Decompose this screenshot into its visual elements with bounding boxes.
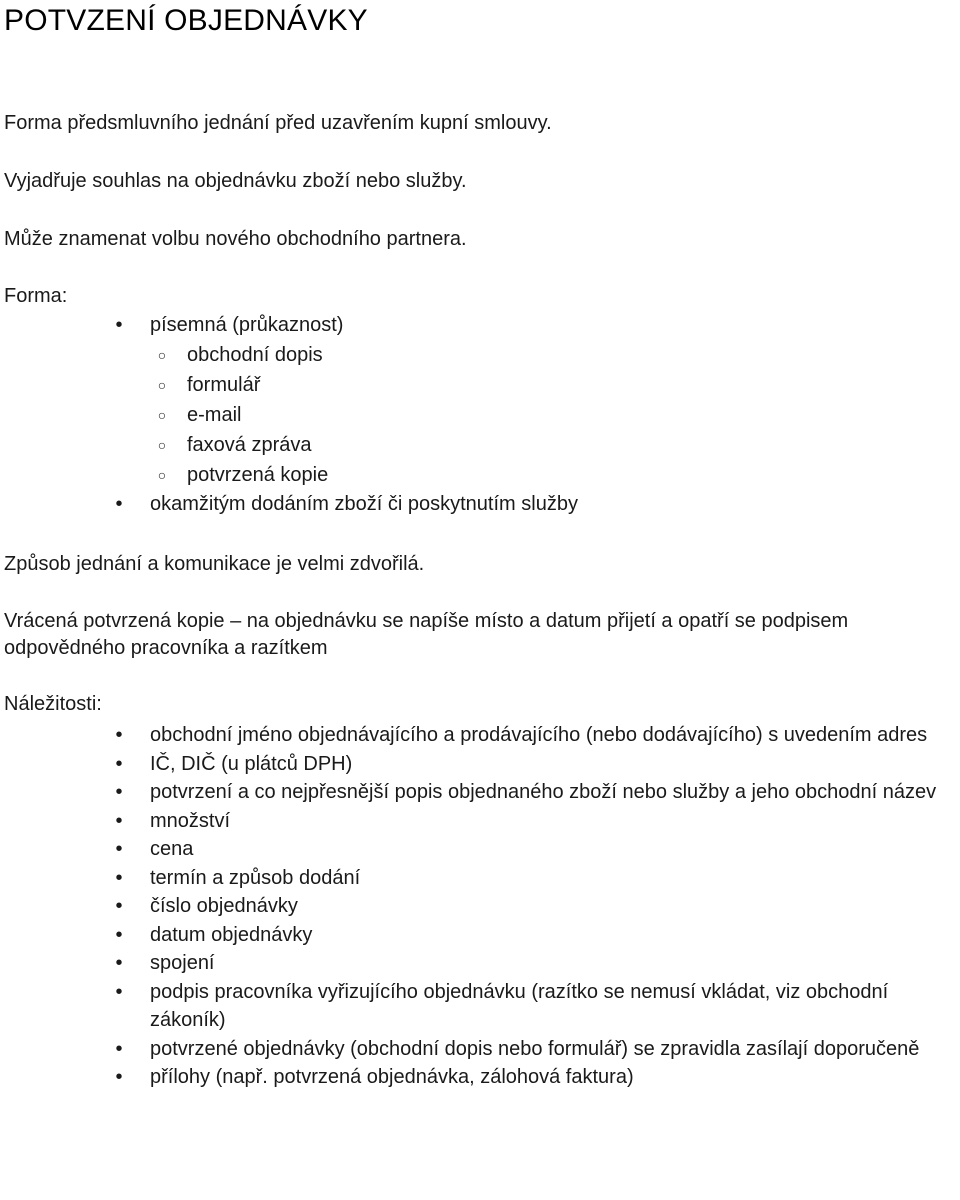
list-item	[0, 949, 950, 978]
circle-bullet-icon: ○	[157, 346, 167, 363]
circle-bullet-icon: ○	[157, 436, 167, 453]
list-item-text: množství	[150, 809, 231, 832]
list-item-text: obchodní jméno objednávajícího a prodávajícího (nebo dodávajícího) s uvedením adres	[150, 724, 928, 746]
bullet-icon: •	[115, 838, 123, 860]
list-item-text: cena	[150, 838, 194, 860]
bullet-icon: •	[115, 923, 123, 946]
bullet-icon: •	[115, 314, 123, 336]
list-item-text: okamžitým dodáním zboží či poskytnutím služby	[150, 492, 578, 515]
list-item-text: podpis pracovníka vyřizujícího objednávku (razítko se nemusí vkládat, viz obchodní zákoník)	[150, 980, 889, 1031]
list-item	[0, 921, 950, 950]
bullet-icon: •	[115, 809, 123, 832]
bullet-icon: •	[115, 1066, 123, 1088]
list-item-text: termín a způsob dodání	[150, 866, 361, 889]
bullet-icon: •	[115, 895, 123, 917]
list-item-text: faxová zpráva	[187, 433, 312, 456]
list-item-text: e-mail	[187, 403, 242, 426]
intro-line-2: Vyjadřuje souhlas na objednávku zboží nebo služby.	[4, 170, 467, 192]
bullet-icon: •	[115, 724, 123, 746]
list-item	[0, 400, 947, 430]
list-item-text: číslo objednávky	[150, 895, 298, 917]
list-item	[0, 892, 950, 921]
bullet-icon: •	[115, 866, 123, 889]
circle-bullet-icon: ○	[157, 376, 167, 393]
vracena-text: Vrácená potvrzená kopie – na objednávku se napíše místo a datum přijetí a opatří se podpisem odpovědného pracovníka a razítkem	[4, 610, 849, 659]
circle-bullet-icon: ○	[157, 406, 167, 423]
list-item	[0, 460, 947, 490]
list-item	[0, 750, 950, 779]
intro-line-1: Forma předsmluvního jednání před uzavřením kupní smlouvy.	[4, 112, 552, 134]
list-item-text: formulář	[187, 373, 261, 396]
nalezitosti-list	[0, 721, 960, 1092]
list-item	[0, 340, 947, 370]
list-item	[0, 370, 947, 400]
bullet-icon: •	[115, 952, 123, 974]
list-item-text: datum objednávky	[150, 923, 313, 946]
nalezitosti-label: Náležitosti:	[4, 693, 102, 715]
list-item-text: IČ, DIČ (u plátců DPH)	[150, 752, 353, 775]
page-title: POTVZENÍ OBJEDNÁVKY	[4, 4, 368, 37]
list-item-text: písemná (průkaznost)	[150, 314, 344, 336]
bullet-icon: •	[115, 980, 123, 1003]
zpusob-text: Způsob jednání a komunikace je velmi zdvořilá.	[4, 553, 425, 575]
bullet-icon: •	[115, 492, 123, 515]
list-item	[0, 311, 950, 340]
bullet-icon: •	[115, 1037, 123, 1060]
forma-label: Forma:	[4, 285, 68, 307]
list-item-text: potvrzená kopie	[187, 463, 329, 486]
list-item	[0, 864, 950, 893]
list-item-text: přílohy (např. potvrzená objednávka, zálohová faktura)	[150, 1066, 634, 1088]
circle-bullet-icon: ○	[157, 466, 167, 483]
bullet-icon: •	[115, 781, 123, 803]
list-item-text: obchodní dopis	[187, 343, 323, 366]
list-item	[0, 1035, 950, 1064]
list-item	[0, 778, 950, 807]
forma-list	[0, 311, 960, 518]
list-item	[0, 978, 950, 1035]
list-item	[0, 490, 950, 519]
list-item	[0, 721, 950, 750]
list-item	[0, 1063, 950, 1092]
list-item	[0, 807, 950, 836]
list-item-text: spojení	[150, 952, 215, 974]
bullet-icon: •	[115, 752, 123, 775]
list-item-text: potvrzení a co nejpřesnější popis objednaného zboží nebo služby a jeho obchodní název	[150, 781, 937, 803]
list-item-text: potvrzené objednávky (obchodní dopis nebo formulář) se zpravidla zasílají doporučeně	[150, 1037, 920, 1060]
intro-line-3: Může znamenat volbu nového obchodního partnera.	[4, 228, 467, 250]
list-item	[0, 835, 950, 864]
list-item	[0, 430, 947, 460]
